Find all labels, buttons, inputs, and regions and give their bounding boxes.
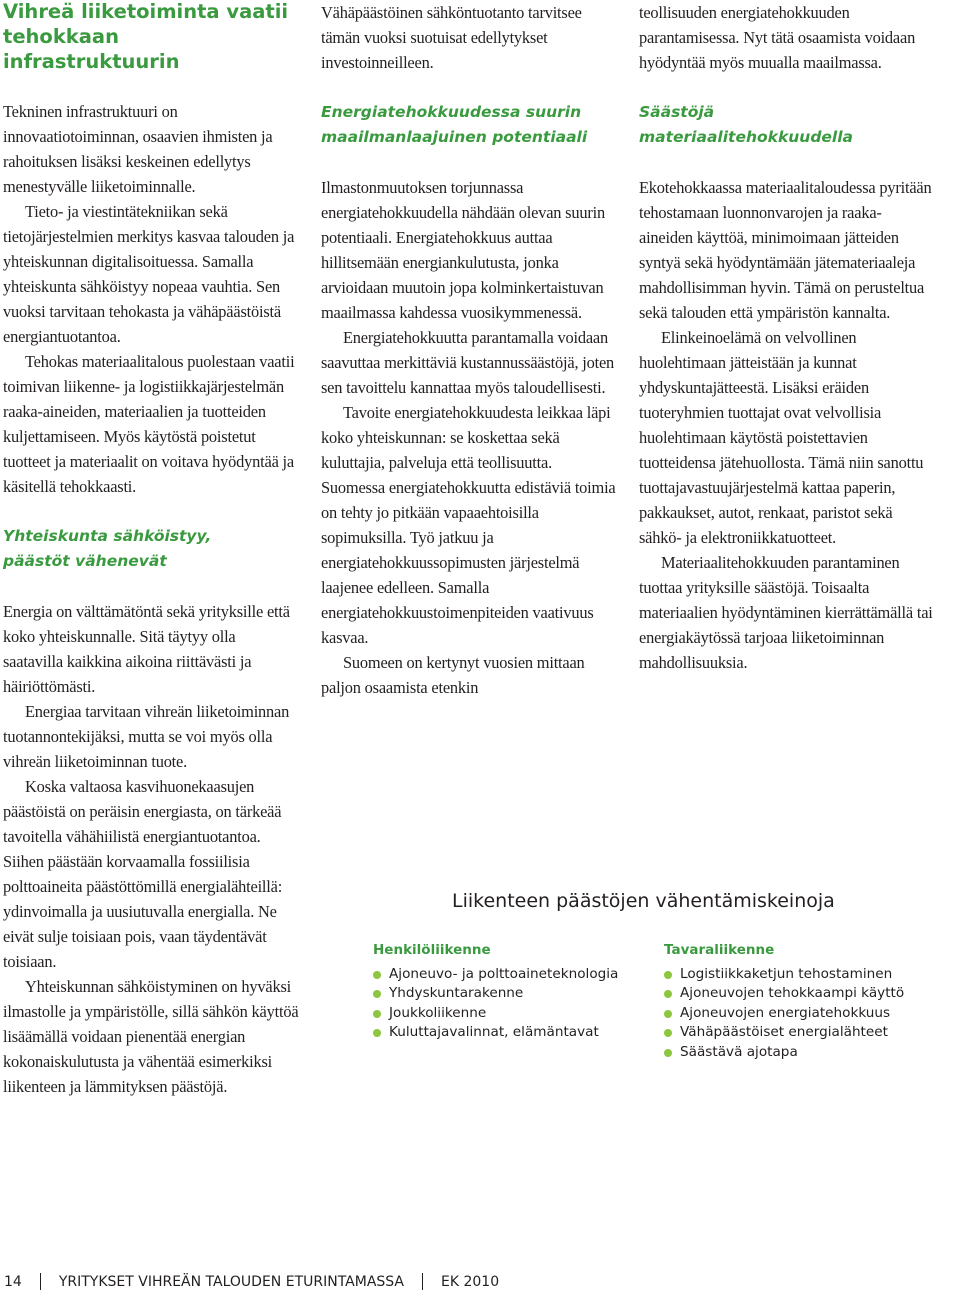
column-2-body [321,0,617,700]
page-footer [0,1273,499,1295]
bullet-icon [664,1029,672,1037]
section-heading-line2: päästöt vähenevät [3,552,167,570]
bullet-icon [664,971,672,979]
info-box-list-freight [664,965,934,1062]
list-item: Logistiikkaketjun tehostaminen [664,965,934,984]
info-box-heading-personal: Henkilöliikenne [373,942,491,958]
list-item: Ajoneuvo- ja polttoaineteknologia [373,965,643,984]
column-3 [639,0,935,675]
info-box-list-personal [373,965,643,1043]
paragraph: teollisuuden energiatehokkuuden parantamisessa. Nyt tätä osaamista voidaan hyödyntää myös muualla maailmassa. [639,3,916,72]
section-heading-line2: maailmanlaajuinen potentiaali [321,128,588,146]
section-heading-line1: Säästöjä [639,103,715,121]
publication-title: YRITYKSET VIHREÄN TALOUDEN ETURINTAMASSA [58,1273,405,1290]
paragraph: Koska valtaosa kasvihuonekaasujen päästöistä on peräisin energiasta, on tärkeää tavoitella vähähiilistä energiantuotantoa. Siihen päästään korvaamalla fossiilisia polttoaineita päästöttömillä energialähteillä: ydinvoimalla ja uusiutuvalla energialla. Ne eivät sulje toisiaan pois, vaan täydentävät toisiaan. [3,777,283,971]
paragraph: Vähäpäästöinen sähköntuotanto tarvitsee tämän vuoksi suotuisat edellytykset investoinneilleen. [321,3,582,72]
bullet-icon [664,1010,672,1018]
paragraph: Ekotehokkaassa materiaalitaloudessa pyritään tehostamaan luonnonvarojen ja raaka-aineiden käyttöä, minimoimaan jätteiden syntyä sekä hyödyntämään jätemateriaaleja mahdollisimman hyvin. Tämä on perusteltua sekä talouden että ympäristön kannalta. [639,178,932,322]
list-item: Kuluttajavalinnat, elämäntavat [373,1023,643,1042]
paragraph: Tekninen infrastruktuuri on innovaatiotoiminnan, osaavien ihmisten ja rahoituksen lisäksi keskeinen edellytys menestyvälle liiketoiminnalle. [3,102,273,196]
list-item: Yhdyskuntarakenne [373,984,643,1003]
paragraph: Suomeen on kertynyt vuosien mittaan paljon osaamista etenkin [321,653,585,697]
paragraph: Energiaa tarvitaan vihreän liiketoiminnan tuotannontekijäksi, mutta se voi myös olla vihreän liiketoiminnan tuote. [3,702,290,771]
bullet-icon [373,1010,381,1018]
paragraph: Tehokas materiaalitalous puolestaan vaatii toimivan liikenne- ja logistiikkajärjestelmän raaka-aineiden, materiaalien ja tuotteiden kuljettamiseen. Myös käytöstä poistetut tuotteet ja materiaalit on voitava hyödyntää ja käsitellä tehokkaasti. [3,352,295,496]
info-box-heading-freight: Tavaraliikenne [664,942,775,958]
list-item: Joukkoliikenne [373,1004,643,1023]
paragraph: Energiatehokkuutta parantamalla voidaan saavuttaa merkittäviä kustannussäästöjä, joten sen tavoittelu kannattaa myös taloudellisesti. [321,328,615,397]
edition-label: EK 2010 [441,1273,500,1290]
column-1-body [3,99,299,1099]
column-3-body [639,0,935,675]
list-item: Vähäpäästöiset energialähteet [664,1023,934,1042]
footer-divider [40,1273,41,1290]
section-heading-line2: materiaalitehokkuudella [639,128,854,146]
info-box-left-column [373,940,643,1043]
list-item: Ajoneuvojen tehokkaampi käyttö [664,984,934,1003]
paragraph: Tieto- ja viestintätekniikan sekä tietojärjestelmien merkitys kasvaa talouden ja yhteiskunnan digitalisoituessa. Samalla yhteiskunta sähköistyy nopeaa vauhtia. Sen vuoksi tarvitaan tehokasta ja vähäpäästöistä energiantuotantoa. [3,202,295,346]
bullet-icon [664,990,672,998]
article-title-line1: Vihreä liiketoiminta vaatii [3,0,289,23]
section-heading-line1: Yhteiskunta sähköistyy, [3,527,212,545]
paragraph: Elinkeinoelämä on velvollinen huolehtimaan jätteistään ja kunnat yhdyskuntajätteestä. Lisäksi eräiden tuoteryhmien tuottajat ovat velvollisia huolehtimaan käytöstä poistettavien tuotteidensa jätehuollosta. Tämä niin sanottu tuottajavastuujärjestelmä kattaa paperin, pakkaukset, autot, renkaat, paristot sekä sähkö- ja elektroniikkatuotteet. [639,328,924,547]
paragraph: Ilmastonmuutoksen torjunnassa energiatehokkuudella nähdään olevan suurin potentiaali. Energiatehokkuus auttaa hillitsemään energiankulutusta, jonka arvioidaan muutoin jopa kolminkertaistuvan maailmassa kahdessa vuosikymmenessä. [321,178,605,322]
info-box-right-column [664,940,934,1062]
section-heading [321,100,617,150]
footer-divider [422,1273,423,1290]
page-number: 14 [4,1273,22,1290]
article-title [3,0,299,74]
paragraph: Materiaalitehokkuuden parantaminen tuottaa yrityksille säästöjä. Toisaalta materiaalien hyödyntäminen kierrättämällä tai energiakäytössä tarjoaa liiketoiminnan mahdollisuuksia. [639,553,933,672]
paragraph: Tavoite energiatehokkuudesta leikkaa läpi koko yhteiskunnan: se koskettaa sekä kuluttajia, palveluja että teollisuutta. Suomessa energiatehokkuutta edistäviä toimia on tehty jo pitkään vapaaehtoisilla sopimuksilla. Työ jatkuu ja energiatehokkuussopimusten järjestelmä laajenee edelleen. Samalla energiatehokkuustoimenpiteiden vaativuus kasvaa. [321,403,616,647]
section-heading [3,524,299,574]
bullet-icon [664,1049,672,1057]
list-item: Ajoneuvojen energiatehokkuus [664,1004,934,1023]
bullet-icon [373,971,381,979]
list-item: Säästävä ajotapa [664,1043,934,1062]
paragraph: Energia on välttämätöntä sekä yrityksille että koko yhteiskunnalle. Sitä täytyy olla saatavilla kaikkina aikoina riittävästi ja häiriöttömästi. [3,602,290,696]
column-2 [321,0,617,700]
article-title-line2: tehokkaan infrastruktuurin [3,25,180,73]
section-heading [639,100,935,150]
bullet-icon [373,1029,381,1037]
bullet-icon [373,990,381,998]
column-1 [3,0,299,1099]
section-heading-line1: Energiatehokkuudessa suurin [321,103,582,121]
paragraph: Yhteiskunnan sähköistyminen on hyväksi ilmastolle ja ympäristölle, sillä sähkön käyttöä lisäämällä voidaan pienentää energian kokonaiskulutusta ja vähentää esimerkiksi liikenteen ja lämmityksen päästöjä. [3,977,299,1096]
info-box-title: Liikenteen päästöjen vähentämiskeinoja [452,890,835,912]
